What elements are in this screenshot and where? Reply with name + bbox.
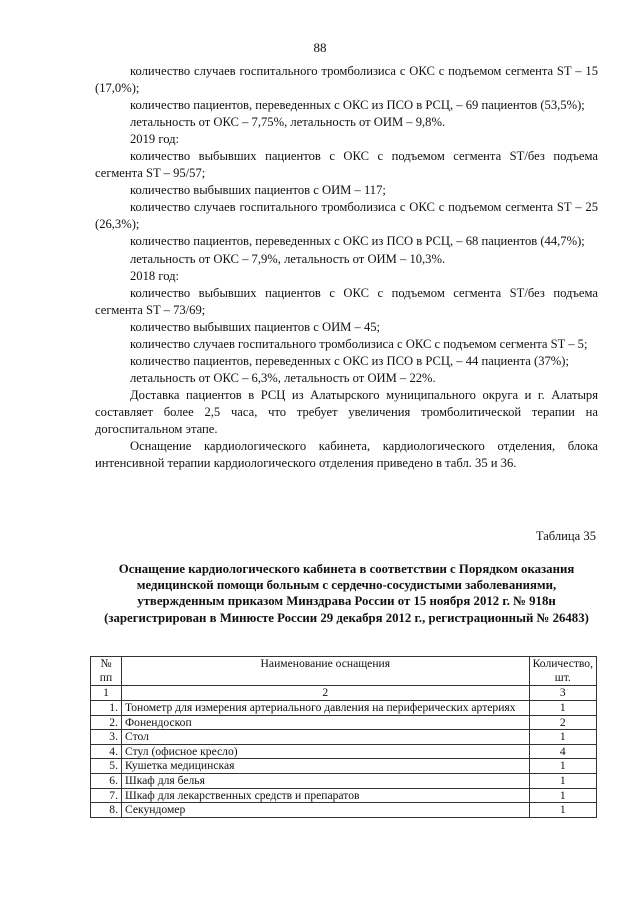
row-number: 8.	[91, 803, 122, 818]
paragraph: количество выбывших пациентов с ОКС с подъемом сегмента ST/без подъема сегмента ST – 73/69;	[95, 285, 598, 317]
paragraph: Доставка пациентов в РСЦ из Алатырского муниципального округа и г. Алатыря составляет более 2,5 часа, что требует увеличения тромболитической терапии на догоспитальном этапе.	[95, 387, 598, 436]
row-number: 1.	[91, 701, 122, 716]
row-number: 7.	[91, 788, 122, 803]
row-number: 3.	[91, 730, 122, 745]
paragraph: 2018 год:	[130, 268, 180, 283]
row-number: 6.	[91, 773, 122, 788]
equipment-quantity: 1	[529, 773, 596, 788]
paragraph: летальность от ОКС – 6,3%, летальность от ОИМ – 22%.	[130, 370, 436, 385]
paragraph: летальность от ОКС – 7,9%, летальность от ОИМ – 10,3%.	[130, 251, 446, 266]
equipment-name: Стол	[122, 730, 530, 745]
equipment-quantity: 1	[529, 730, 596, 745]
equipment-quantity: 1	[529, 701, 596, 716]
paragraph: 2019 год:	[130, 132, 180, 147]
equipment-name: Шкаф для лекарственных средств и препаратов	[122, 788, 530, 803]
equipment-name: Шкаф для белья	[122, 773, 530, 788]
column-number: 3	[529, 686, 596, 701]
table-header-row	[91, 657, 597, 686]
table-row	[91, 759, 597, 774]
paragraph: количество выбывших пациентов с ОКС с подъемом сегмента ST/без подъема сегмента ST – 95/57;	[95, 149, 598, 181]
column-number-row	[91, 686, 597, 701]
row-number: 2.	[91, 715, 122, 730]
equipment-name: Тонометр для измерения артериального давления на периферических артериях	[122, 701, 530, 716]
paragraph: количество выбывших пациентов с ОИМ – 117;	[130, 183, 386, 198]
table-row	[91, 715, 597, 730]
equipment-quantity: 1	[529, 788, 596, 803]
row-number: 4.	[91, 744, 122, 759]
table-row	[91, 744, 597, 759]
table-label: Таблица 35	[535, 529, 596, 543]
paragraph: количество выбывших пациентов с ОИМ – 45;	[130, 319, 381, 334]
table-row	[91, 701, 597, 716]
header-number: № пп	[91, 657, 122, 686]
paragraph: количество случаев госпитального тромболизиса с ОКС с подъемом сегмента ST – 25 (26,3%);	[95, 200, 598, 232]
column-number: 1	[91, 686, 122, 701]
table-row	[91, 730, 597, 745]
equipment-name: Кушетка медицинская	[122, 759, 530, 774]
paragraph: количество пациентов, переведенных с ОКС из ПСО в РСЦ, – 68 пациентов (44,7%);	[130, 234, 585, 249]
equipment-name: Стул (офисное кресло)	[122, 744, 530, 759]
table-row	[91, 773, 597, 788]
table-row	[91, 788, 597, 803]
paragraph: количество случаев госпитального тромболизиса с ОКС с подъемом сегмента ST – 15 (17,0%);	[95, 64, 598, 96]
paragraph: Оснащение кардиологического кабинета, кардиологического отделения, блока интенсивной терапии кардиологического отделения приведено в табл. 35 и 36.	[95, 439, 598, 471]
page-number: 88	[313, 40, 327, 55]
equipment-quantity: 1	[529, 803, 596, 818]
equipment-table	[90, 656, 597, 818]
body-text	[95, 63, 598, 472]
paragraph: летальность от ОКС – 7,75%, летальность от ОИМ – 9,8%.	[130, 115, 446, 130]
table-row	[91, 803, 597, 818]
equipment-quantity: 4	[529, 744, 596, 759]
header-name: Наименование оснащения	[122, 657, 530, 686]
equipment-quantity: 2	[529, 715, 596, 730]
equipment-name: Фонендоскоп	[122, 715, 530, 730]
paragraph: количество пациентов, переведенных с ОКС из ПСО в РСЦ, – 69 пациентов (53,5%);	[130, 98, 585, 113]
equipment-quantity: 1	[529, 759, 596, 774]
equipment-name: Секундомер	[122, 803, 530, 818]
column-number: 2	[122, 686, 530, 701]
paragraph: количество пациентов, переведенных с ОКС из ПСО в РСЦ, – 44 пациента (37%);	[130, 353, 569, 368]
row-number: 5.	[91, 759, 122, 774]
header-quantity: Количество, шт.	[529, 657, 596, 686]
paragraph: количество случаев госпитального тромболизиса с ОКС с подъемом сегмента ST – 5;	[130, 336, 588, 351]
table-title: Оснащение кардиологического кабинета в соответствии с Порядком оказания медицинской помощи больным с сердечно-сосудистыми заболеваниями, утвержденным приказом Минздрава России от 15 ноября 2012 г. № 918н (зарегистрирован в Минюсте России 29 декабря 2012 г., регистрационный № 26483)	[104, 562, 589, 625]
